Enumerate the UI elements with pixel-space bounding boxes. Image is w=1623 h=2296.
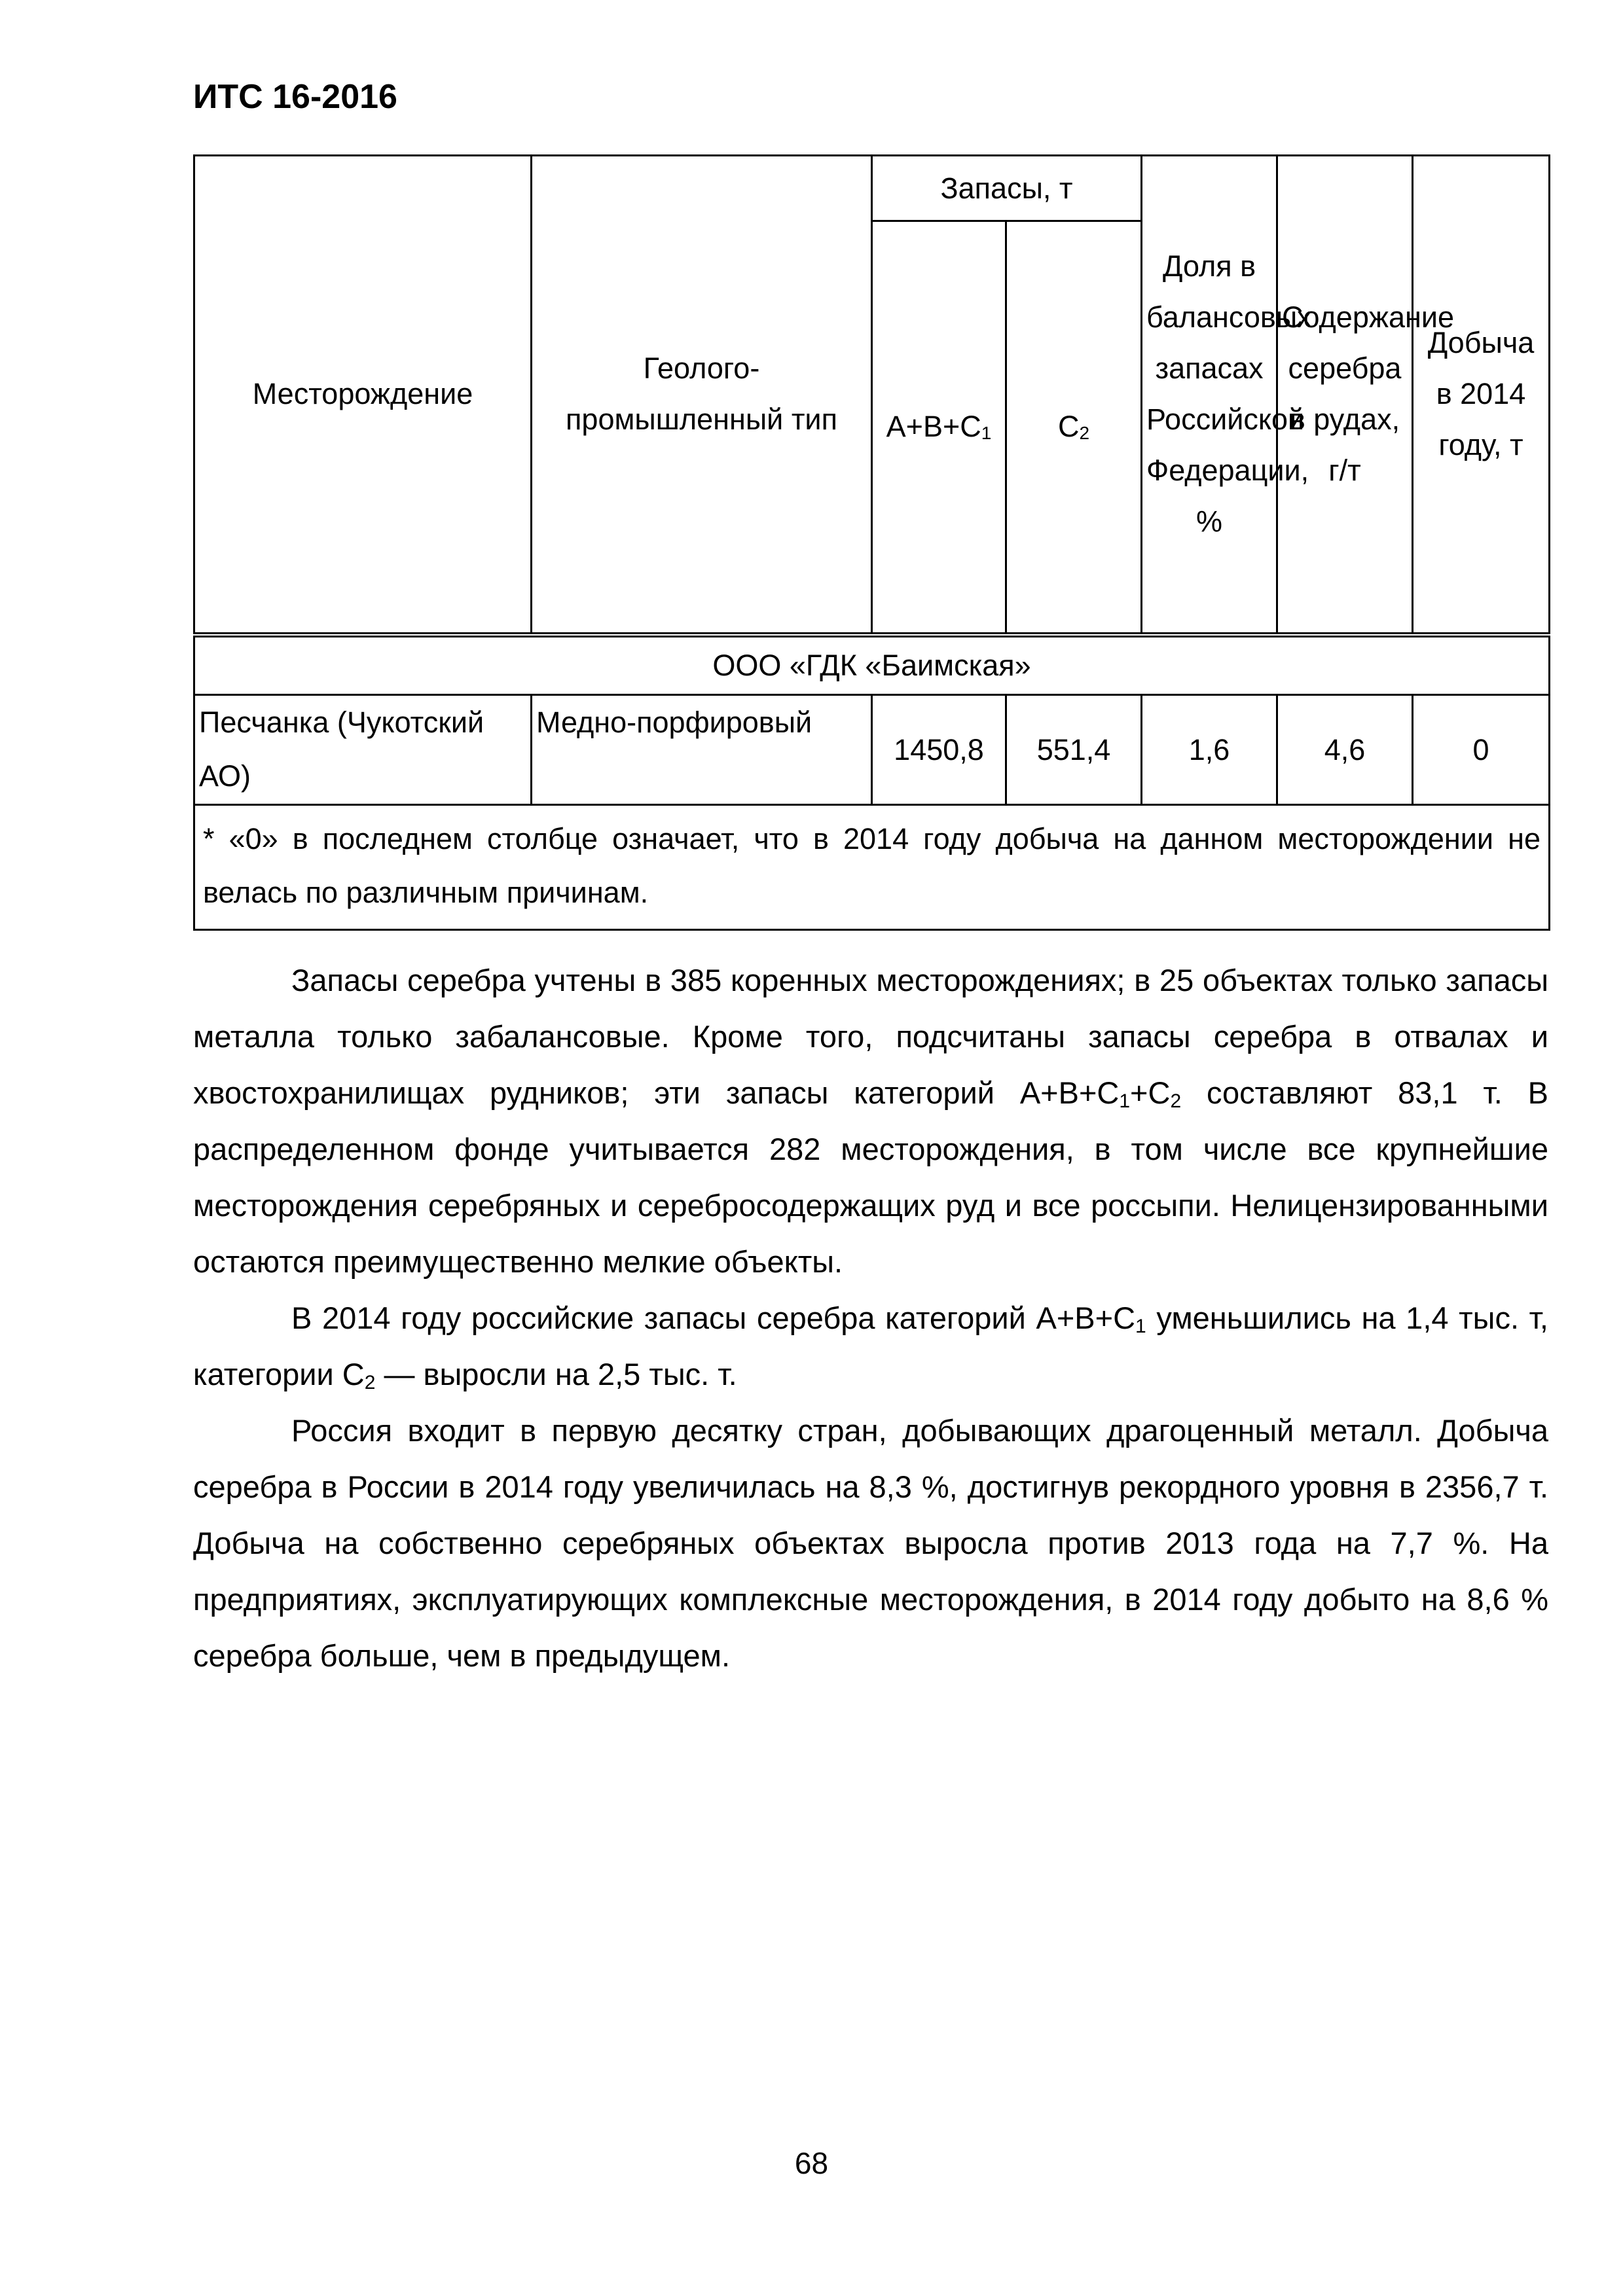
p1-part-c: составляют 83,1 т. В распределенном фонде учитывается 282 месторождения, в том числе все крупнейшие месторождения серебряных и сереброcодержащих руд и все россыпи. Нелицензированными остаются преимущественно мелкие объекты.: [193, 1075, 1548, 1279]
body-text: [193, 952, 1548, 1684]
p1-sub-1: 1: [1119, 1090, 1131, 1112]
header-c2-sub: 2: [1079, 423, 1090, 444]
p2-sub-1: 1: [1135, 1316, 1146, 1337]
p1-sub-2: 2: [1170, 1090, 1182, 1112]
p2-part-a: В 2014 году российские запасы серебра категорий А+В+С: [291, 1300, 1136, 1335]
company-group-row: ООО «ГДК «Баимская»: [194, 635, 1550, 695]
header-abc1-base: А+В+С: [886, 410, 981, 444]
paragraph-3: Россия входит в первую десятку стран, добывающих драгоценный металл. Добыча серебра в России в 2014 году увеличилась на 8,3 %, достигнув рекордного уровня в 2356,7 т. Добыча на собственно серебряных объектах выросла против 2013 года на 7,7 %. На предприятиях, эксплуатирующих комплексные месторождения, в 2014 году добыто на 8,6 % серебра больше, чем в предыдущем.: [193, 1413, 1548, 1673]
cell-geological-type: Медно-порфировый: [532, 695, 872, 805]
cell-silver-content: 4,6: [1277, 695, 1413, 805]
p2-part-c: — выросли на 2,5 тыс. т.: [375, 1357, 737, 1391]
header-silver-content: Содержание серебра в рудах, г/т: [1277, 156, 1413, 635]
p2-part-b: уменьшились на 1,4 тыс. т, категории С: [193, 1300, 1548, 1391]
header-c2: [1006, 221, 1142, 635]
cell-share: 1,6: [1142, 695, 1277, 805]
page-number: 68: [794, 2146, 829, 2180]
header-c2-base: С: [1057, 410, 1080, 444]
header-deposit: Месторождение: [194, 156, 532, 635]
header-production-2014: Добыча в 2014 году, т: [1413, 156, 1550, 635]
header-share: Доля в балансовых запасах Российской Федерации, %: [1142, 156, 1277, 635]
document-code: ИТС 16-2016: [193, 78, 397, 116]
header-geological-type: Геолого-промышленный тип: [532, 156, 872, 635]
paragraph-1: [193, 952, 1548, 1290]
cell-c2: 551,4: [1006, 695, 1142, 805]
reserves-table: [193, 154, 1550, 931]
header-abc1-sub: 1: [981, 423, 992, 444]
p1-part-a: Запасы серебра учтены в 385 коренных месторождениях; в 25 объектах только запасы металла только забалансовые. Кроме того, подсчитаны запасы серебра в отвалах и хвостохранилищах рудников; эти запасы категорий А+В+С: [193, 963, 1548, 1110]
cell-deposit: Песчанка (Чукотский АО): [194, 695, 532, 805]
cell-production: 0: [1413, 695, 1550, 805]
paragraph-2: [193, 1290, 1548, 1403]
header-abc1: [872, 221, 1006, 635]
cell-abc1: 1450,8: [872, 695, 1006, 805]
p2-sub-2: 2: [364, 1372, 376, 1393]
table-footnote: * «0» в последнем столбце означает, что в 2014 году добыча на данном месторождении не велась по различным причинам.: [194, 805, 1550, 930]
header-reserves: Запасы, т: [872, 156, 1142, 221]
p1-part-b: +С: [1130, 1075, 1171, 1110]
